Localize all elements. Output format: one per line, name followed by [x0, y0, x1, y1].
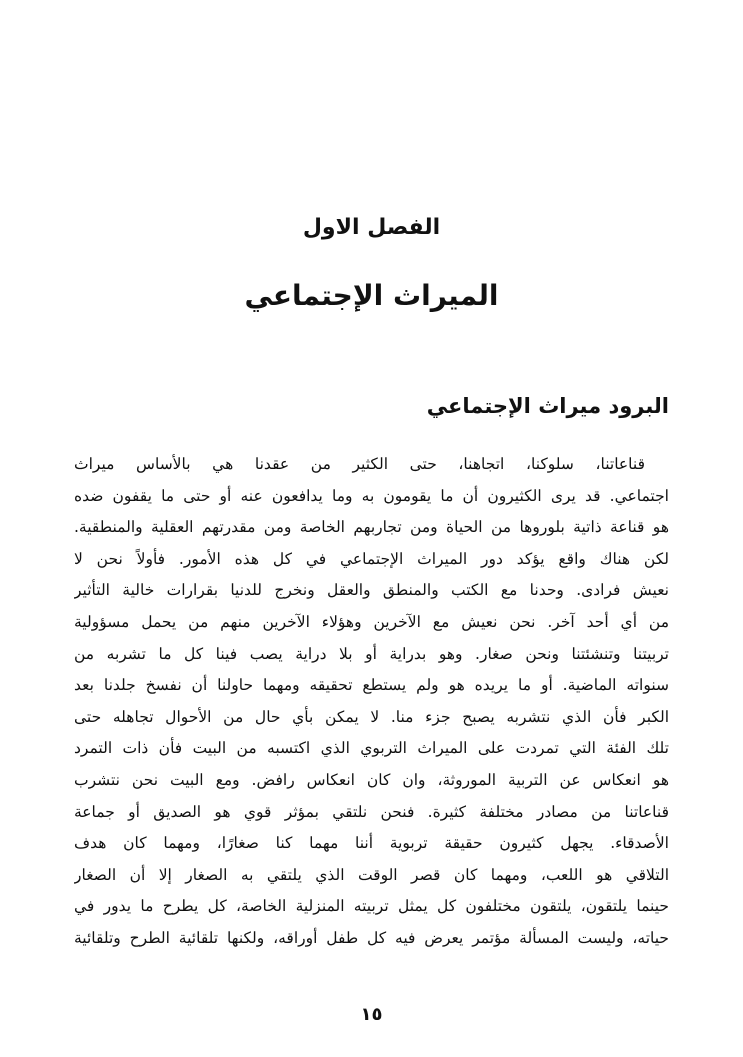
chapter-title: الميراث الإجتماعي — [244, 279, 499, 312]
body-line: لكن هناك واقع يؤكد دور الميراث الإجتماعي في كل هذه الأمور. فأولاً نحن لا — [74, 549, 669, 568]
body-line: من أي أحد آخر. نحن نعيش مع الآخرين وهؤلاء الآخرين منهم من يحمل مسؤولية — [74, 612, 669, 631]
body-line: هو انعكاس عن التربية الموروثة، وان كان انعكاس رافض. ومع البيت نحن نتشرب — [74, 770, 669, 789]
body-line: قناعاتنا، سلوكنا، اتجاهنا، حتى الكثير من عقدنا هي بالأساس ميراث — [74, 455, 645, 473]
body-line: تلك الفئة التي تمردت على الميراث التربوي الذي اكتسبه من البيت فأن ذات التمرد — [74, 739, 669, 758]
body-line: الأصدقاء. يجهل كثيرون حقيقة تربوية أننا مهما كنا صغارًا، ومهما كان هدف — [74, 834, 669, 853]
chapter-label: الفصل الاول — [302, 215, 441, 240]
body-line: تربيتنا وتنشئتنا ونحن صغار. وهو بدراية أو بلا دراية يصب فينا كل ما تشربه من — [74, 644, 669, 663]
body-line: اجتماعي. قد يرى الكثيرون أن ما يقومون به وما يدافعون عنه أو حتى ما يقفون ضده — [74, 486, 669, 505]
body-line: حينما يلتقون، يلتقون مختلفون كل يمثل تربيته المنزلية الخاصة، كل يطرح ما يدور في — [74, 897, 669, 916]
body-line: التلاقي هو اللعب، ومهما كان قصر الوقت الذي يلتقي به الصغار إلا أن الصغار — [74, 865, 669, 884]
body-line: نعيش فرادى. وحدنا مع الكتب والمنطق والعقل ونخرج للدنيا بقرارات خالية التأثير — [74, 581, 669, 600]
body-line: قناعاتنا من مصادر مختلفة كثيرة. فنحن نلتقي بمؤثر قوي هو الصديق أو جماعة — [74, 802, 669, 821]
body-text — [74, 449, 669, 955]
section-title: البرود ميراث الإجتماعي — [426, 394, 669, 418]
page-number: ١٥ — [360, 1004, 383, 1025]
body-line: سنواته الماضية. أو ما يريده هو ولم يستطع تحقيقه ومهما حاولنا أن نفسخ جلدنا بعد — [74, 676, 669, 695]
body-line: هو قناعة ذاتية بلوروها من الحياة ومن تجاربهم الخاصة ومن مقدرتهم العقلية والمنطقية. — [74, 518, 669, 537]
body-line: حياته، وليست المسألة مؤتمر يعرض فيه كل طفل أوراقه، ولكنها تلقائية الطرح وتلقائية — [74, 928, 669, 947]
body-line: الكبر فأن الذي نتشربه يصبح جزء منا. لا يمكن بأي حال من الأحوال تجاهله حتى — [74, 707, 669, 726]
